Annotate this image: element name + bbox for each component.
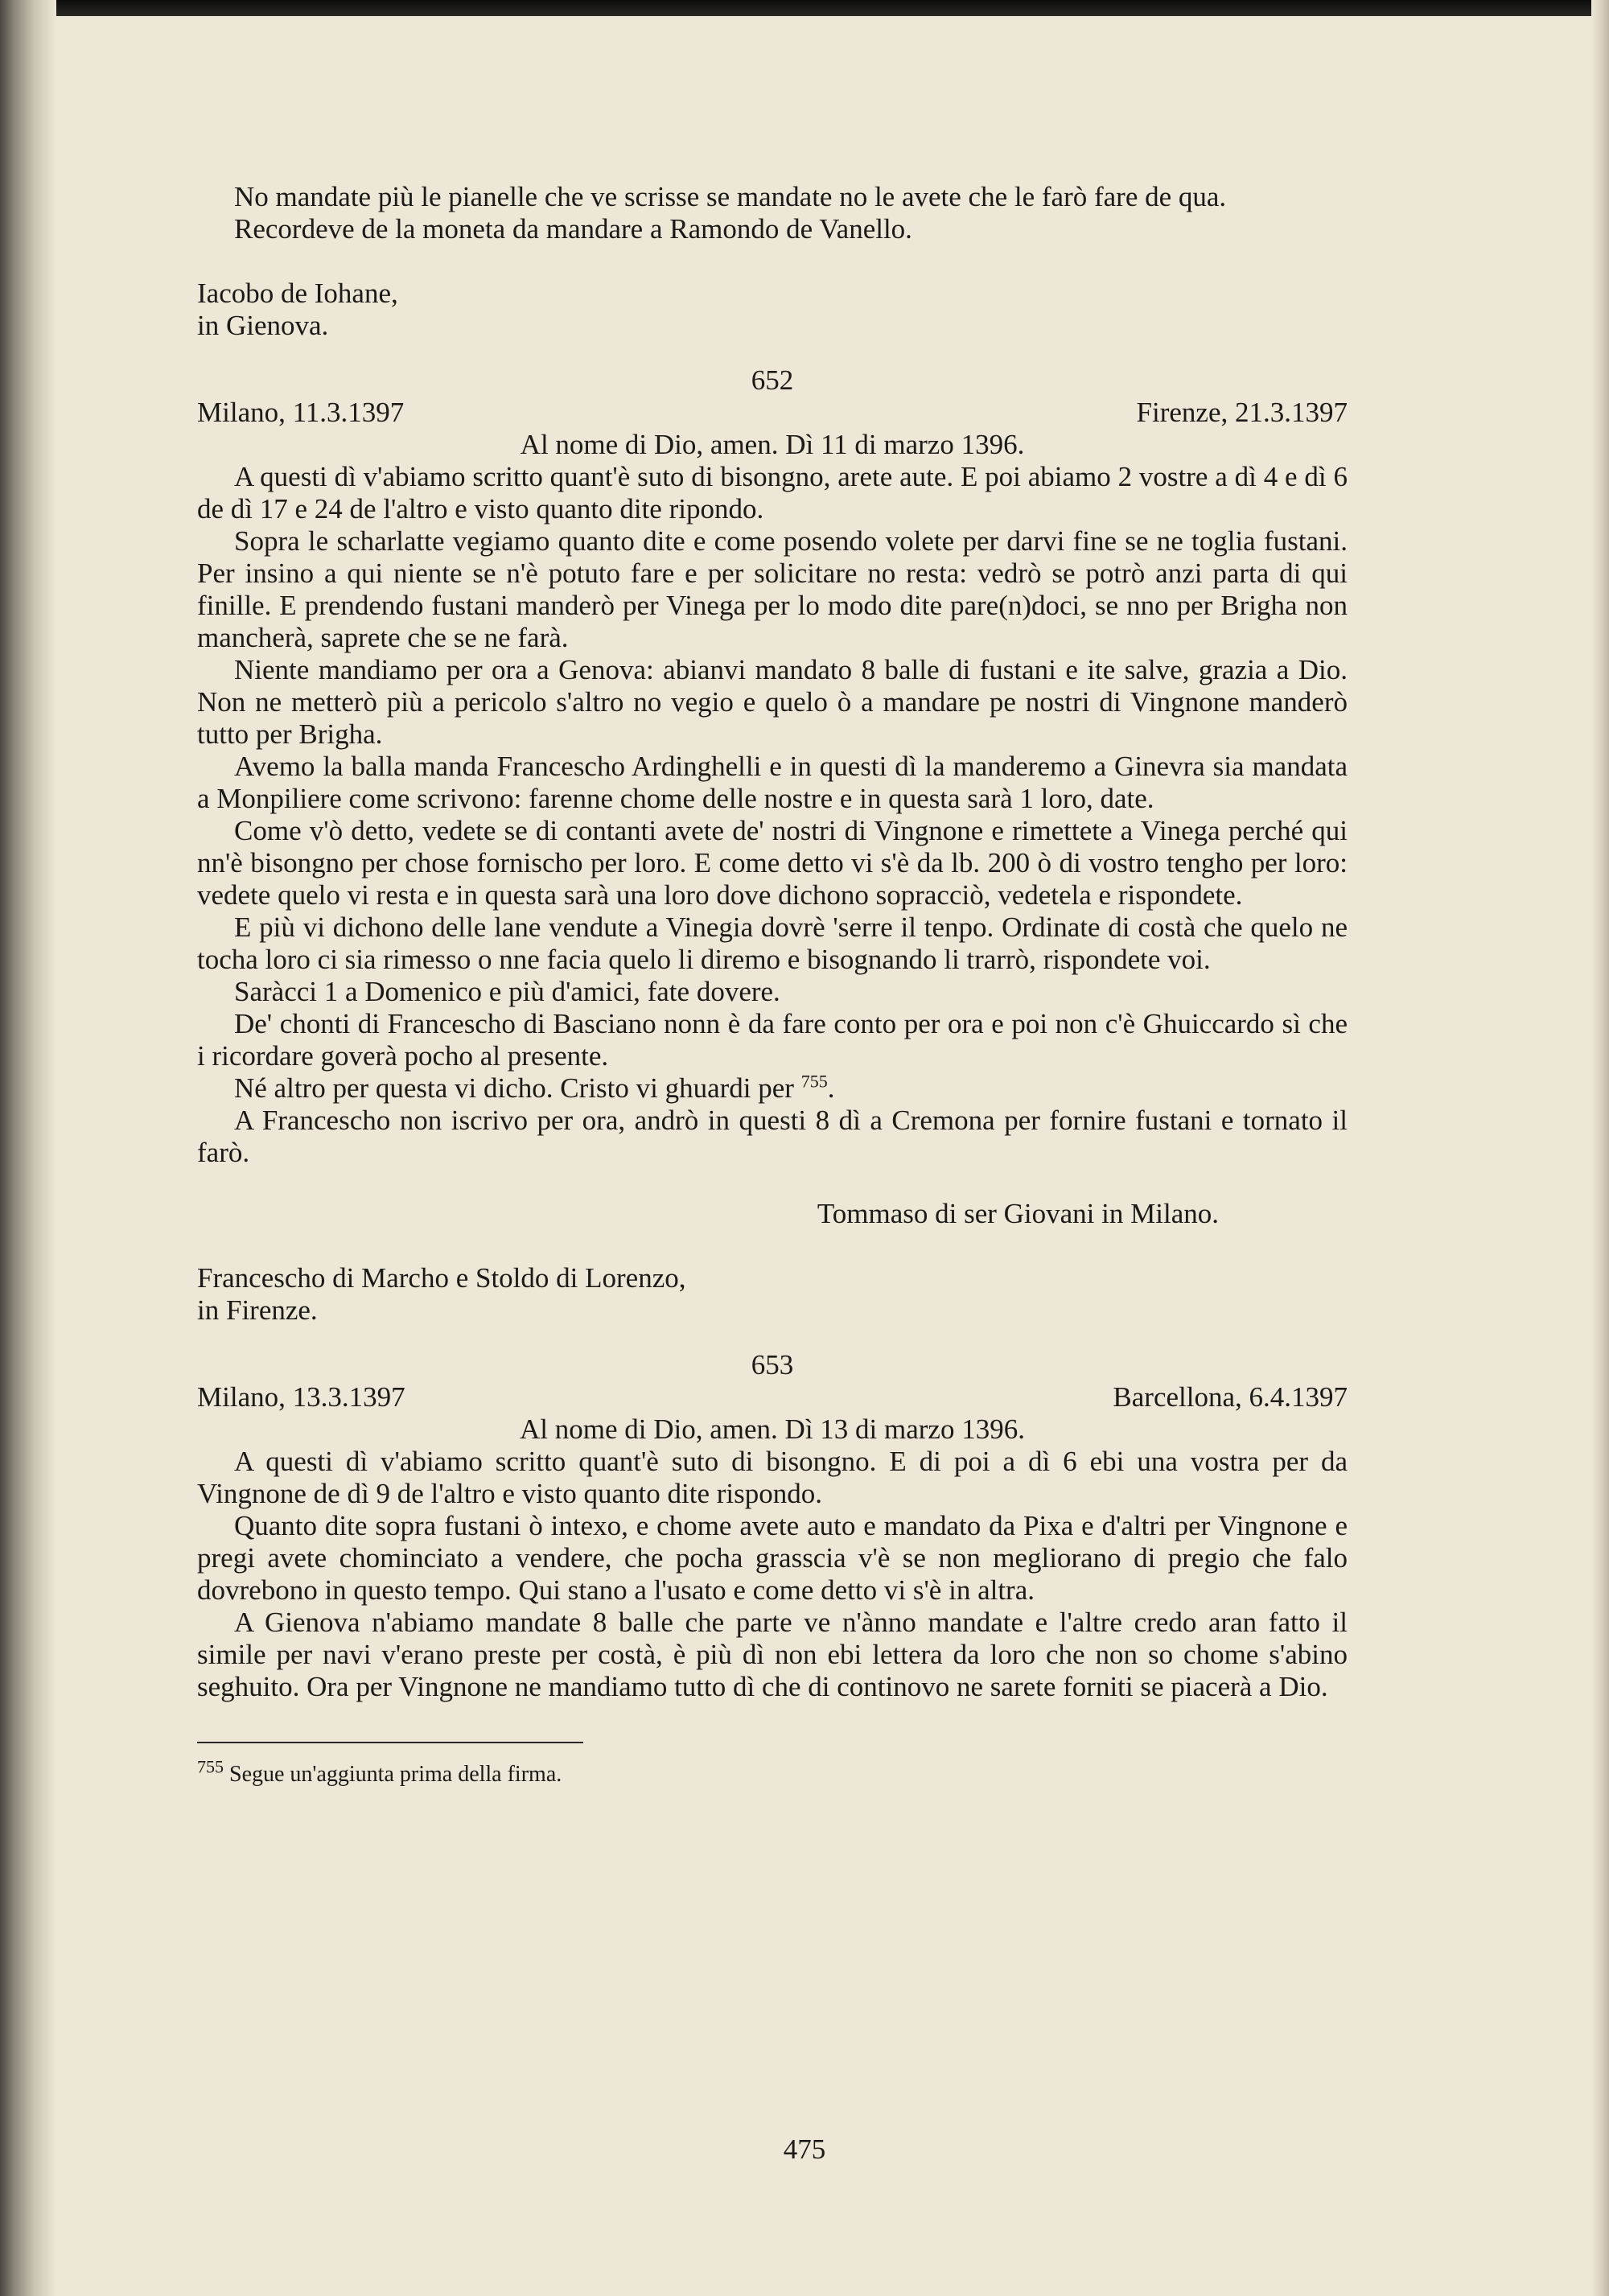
paragraph: Avemo la balla manda Francescho Ardinghelli e in questi dì la manderemo a Ginevra sia mandata a Monpiliere come scrivono: farenne chome delle nostre e in questa sarà 1 loro, date. bbox=[197, 751, 1348, 814]
paragraph: Saràcci 1 a Domenico e più d'amici, fate dovere. bbox=[234, 976, 780, 1007]
postscript: A Francescho non iscrivo per ora, andrò in questi 8 dì a Cremona per fornire fustani e tornato il farò. bbox=[197, 1105, 1348, 1168]
page-number: 475 bbox=[783, 2133, 826, 2165]
paragraph: Quanto dite sopra fustani ò intexo, e chome avete auto e mandato da Pixa e d'altri per Vingnone e pregi avete chominciato a vendere, che pocha grasscia v'è se non megliorano di pregio che falo dovrebono in questo tempo. Qui stano a l'usato e come detto vi s'è in altra. bbox=[197, 1510, 1348, 1606]
signature: Tommaso di ser Giovani in Milano. bbox=[817, 1198, 1219, 1229]
letter-destination: Firenze, 21.3.1397 bbox=[1136, 397, 1348, 428]
letter-origin: Milano, 13.3.1397 bbox=[197, 1381, 405, 1413]
paragraph: Niente mandiamo per ora a Genova: abianvi mandato 8 balle di fustani e ite salve, grazia a Dio. Non ne metterò più a pericolo s'altro no vegio e quelo ò a mandare pe nostri di Vingnone manderò tutto per Brigha. bbox=[197, 654, 1348, 750]
paragraph: Recordeve de la moneta da mandare a Ramondo de Vanello. bbox=[234, 213, 912, 245]
paragraph: Sopra le scharlatte vegiamo quanto dite e come posendo volete per darvi fine se ne toglia fustani. Per insino a qui niente se n'è potuto fare e per solicitare no resta: vedrò se potrò anzi parta di qui finille. E prendendo fustani manderò per Vinega per lo modo dite pare(n)doci, se nno per Brigha non mancherà, saprete che se ne farà. bbox=[197, 525, 1348, 653]
page-body bbox=[197, 181, 1348, 1788]
addressee-line: in Gienova. bbox=[197, 310, 329, 341]
closing-line bbox=[197, 1072, 1348, 1105]
letter-number: 652 bbox=[751, 364, 794, 396]
letter-number: 653 bbox=[751, 1349, 794, 1380]
closing-punctuation: . bbox=[827, 1072, 835, 1104]
book-spine-shadow bbox=[0, 0, 56, 2296]
letter-header bbox=[197, 397, 1348, 429]
letter-origin: Milano, 11.3.1397 bbox=[197, 397, 405, 428]
paragraph: A questi dì v'abiamo scritto quant'è suto di bisongno. E di poi a dì 6 ebi una vostra per da Vingnone de dì 9 de l'altro e visto quanto dite rispondo. bbox=[197, 1446, 1348, 1509]
footnote bbox=[197, 1756, 1348, 1788]
recipient-line: in Firenze. bbox=[197, 1294, 318, 1326]
footnote-text: Segue un'aggiunta prima della firma. bbox=[229, 1762, 562, 1787]
recipient-line: Francescho di Marcho e Stoldo di Lorenzo, bbox=[197, 1262, 686, 1294]
page-right-edge bbox=[1591, 0, 1609, 2296]
letter-opening: Al nome di Dio, amen. Dì 11 di marzo 1396. bbox=[520, 429, 1025, 460]
paragraph: Come v'ò detto, vedete se di contanti avete de' nostri di Vingnone e rimettete a Vinega perché qui nn'è bisongno per chose fornischo per loro. E come detto vi s'è da lb. 200 ò di vostro tengho per loro: vedete quelo vi resta e in questa sarà una loro dove dichono sopracciò, vedetela e rispondete. bbox=[197, 815, 1348, 911]
addressee-line: Iacobo de Iohane, bbox=[197, 278, 398, 309]
footnote-divider bbox=[197, 1742, 583, 1743]
letter-destination: Barcellona, 6.4.1397 bbox=[1113, 1381, 1348, 1413]
letter-opening: Al nome di Dio, amen. Dì 13 di marzo 1396. bbox=[520, 1413, 1025, 1445]
letter-header bbox=[197, 1381, 1348, 1413]
footnote-reference: 755 bbox=[800, 1071, 828, 1092]
paragraph: A questi dì v'abiamo scritto quant'è suto di bisongno, arete aute. E poi abiamo 2 vostre a dì 4 e dì 6 de dì 17 e 24 de l'altro e visto quanto dite ripondo. bbox=[197, 461, 1348, 525]
paragraph: De' chonti di Francescho di Basciano nonn è da fare conto per ora e poi non c'è Ghuiccardo sì che i ricordare goverà pocho al presente. bbox=[197, 1008, 1348, 1072]
paragraph: A Gienova n'abiamo mandate 8 balle che parte ve n'ànno mandate e l'altre credo aran fatto il simile per navi v'erano preste per costà, è più dì non ebi lettera da loro che non so chome s'abino seghuito. Ora per Vingnone ne mandiamo tutto dì che di continovo ne sarete forniti se piacerà a Dio. bbox=[197, 1607, 1348, 1702]
footnote-number: 755 bbox=[197, 1756, 224, 1777]
paragraph: E più vi dichono delle lane vendute a Vinegia dovrè 'serre il tenpo. Ordinate di costà che quelo ne tocha loro ci sia rimesso o nne facia quelo li diremo e bisognando li trarrò, rispondete voi. bbox=[197, 911, 1348, 975]
closing-text: Né altro per questa vi dicho. Cristo vi ghuardi per bbox=[234, 1072, 794, 1104]
paragraph: No mandate più le pianelle che ve scrisse se mandate no le avete che le farò fare de qua. bbox=[234, 181, 1227, 212]
scan-top-edge bbox=[0, 0, 1609, 16]
